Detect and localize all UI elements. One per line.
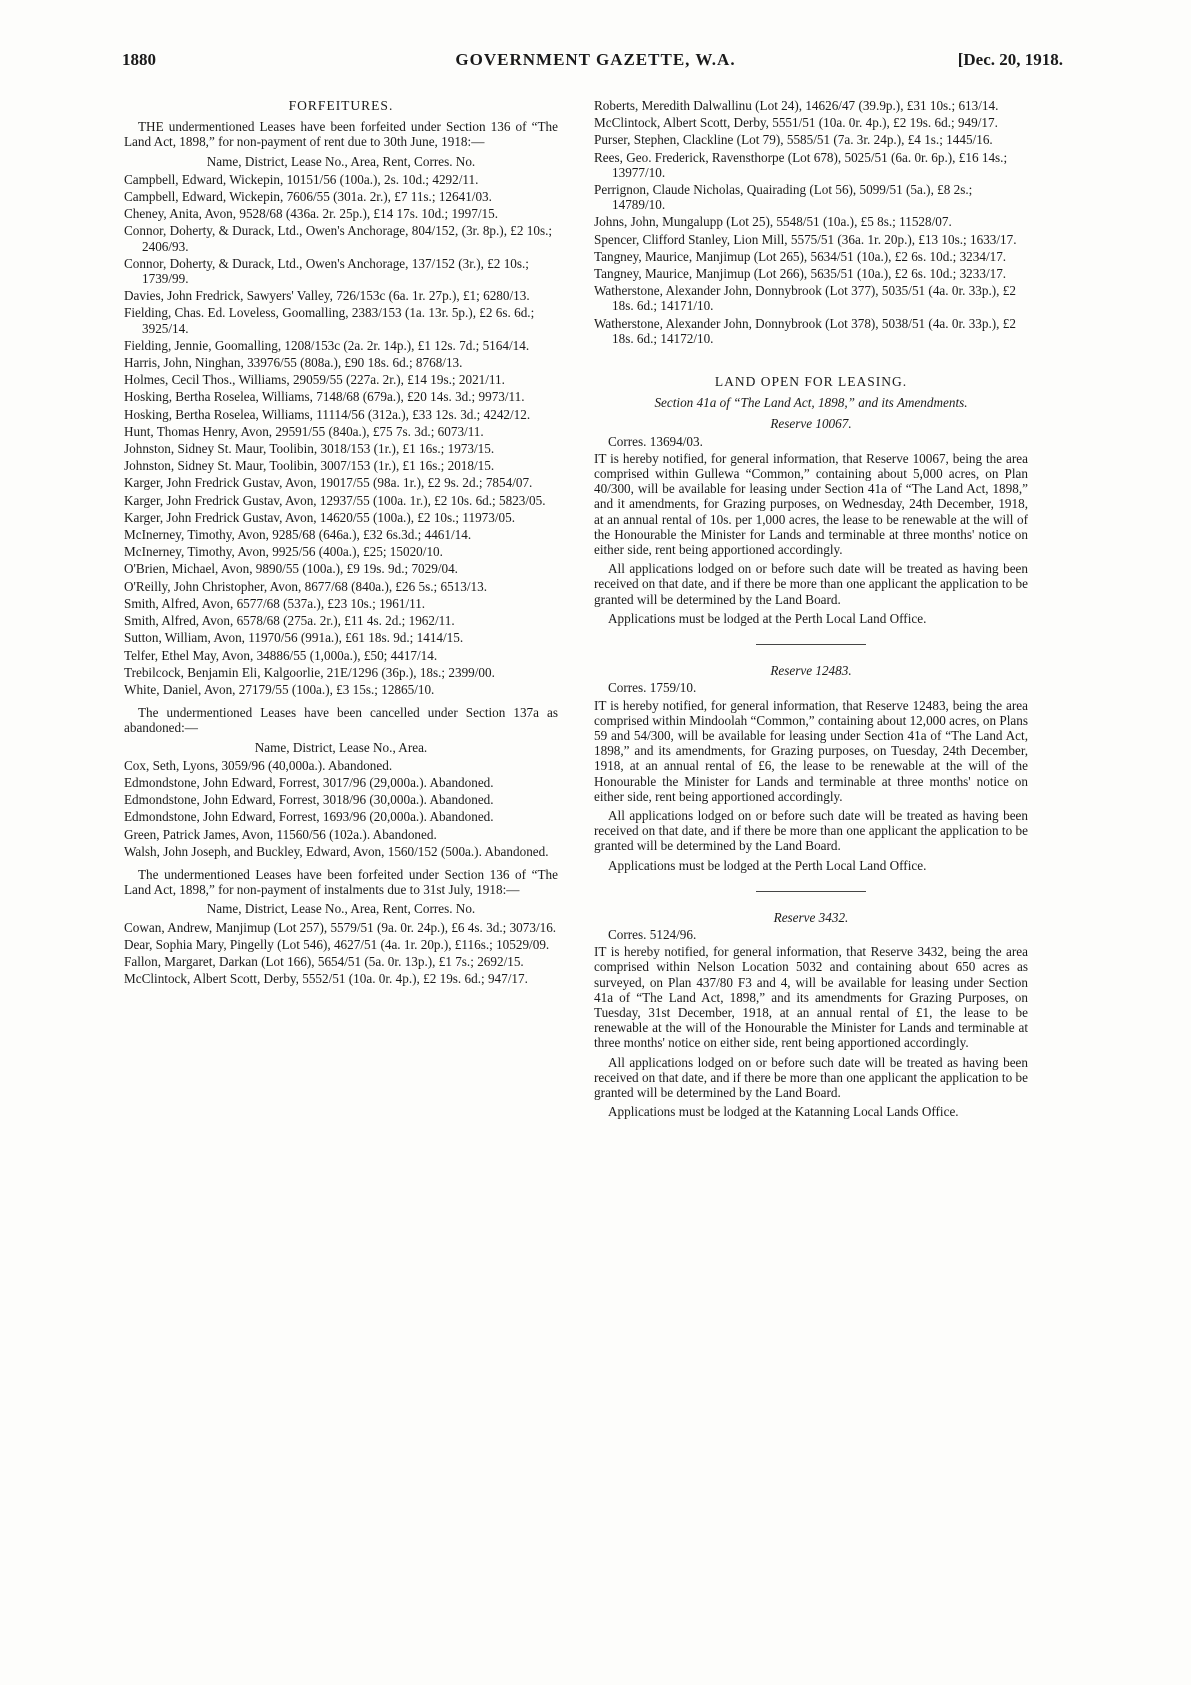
forfeitures-heading: FORFEITURES. bbox=[288, 98, 394, 113]
forfeitures-list bbox=[124, 172, 558, 697]
forfeiture-entry: Karger, John Fredrick Gustav, Avon, 12937/55 (100a. 1r.), £2 10s. 6d.; 5823/05. bbox=[124, 492, 546, 508]
instalment-entry: Johns, John, Mungalupp (Lot 25), 5548/51 (10a.), £5 8s.; 11528/07. bbox=[594, 214, 952, 230]
instalment-entry: Roberts, Meredith Dalwallinu (Lot 24), 14626/47 (39.9p.), £31 10s.; 613/14. bbox=[594, 98, 999, 113]
cancelled-entry: Green, Patrick James, Avon, 11560/56 (102a.). Abandoned. bbox=[124, 826, 437, 842]
forfeitures-intro: THE undermentioned Leases have been forfeited under Section 136 of “The Land Act, 1898,” for non-payment of rent due to 30th June, 1918:— bbox=[124, 119, 558, 150]
forfeiture-entry: McInerney, Timothy, Avon, 9925/56 (400a.), £25; 15020/10. bbox=[124, 544, 443, 560]
issue-date: [Dec. 20, 1918. bbox=[957, 50, 1063, 69]
forfeiture-entry: McInerney, Timothy, Avon, 9285/68 (646a.), £32 6s.3d.; 4461/14. bbox=[124, 527, 472, 543]
instalment-entry: Watherstone, Alexander John, Donnybrook (Lot 377), 5035/51 (4a. 0r. 33p.), £2 18s. 6d.; 14171/10. bbox=[594, 283, 1016, 314]
section-divider bbox=[756, 891, 866, 892]
section-divider bbox=[756, 644, 866, 645]
cancelled-entry: Edmondstone, John Edward, Forrest, 1693/96 (20,000a.). Abandoned. bbox=[124, 809, 494, 825]
forfeiture-entry: Hosking, Bertha Roselea, Williams, 11114/56 (312a.), £33 12s. 3d.; 4242/12. bbox=[124, 406, 531, 422]
forfeiture-entry: Harris, John, Ninghan, 33976/55 (808a.), £90 18s. 6d.; 8768/13. bbox=[124, 355, 463, 371]
forfeiture-entry: White, Daniel, Avon, 27179/55 (100a.), £3 15s.; 12865/10. bbox=[124, 681, 435, 697]
instalment-entry: Rees, Geo. Frederick, Ravensthorpe (Lot 678), 5025/51 (6a. 0r. 6p.), £16 14s.; 13977/10. bbox=[594, 149, 1008, 180]
reserve-corres: Corres. 13694/03. bbox=[608, 433, 703, 449]
reserve-body: IT is hereby notified, for general information, that Reserve 10067, being the area comprised within Gullewa “Common,” containing about 5,000 acres, on Plan 40/300, will be available for leasing under Section 41a of “The Land Act, 1898,” and it amendments, for Grazing purposes, on Wednesday, 24th December, 1918, at an annual rental of 10s. per 1,000 acres, the lease to be renewable at the will of the Honourable the Minister for Lands and terminable at three months' notice on either side, rent being apportioned accordingly. bbox=[594, 450, 1028, 558]
reserve-applications: All applications lodged on or before such date will be treated as having been received on that date, and if there be more than one applicant the application to be granted will be determined by the Land Board. bbox=[594, 1054, 1028, 1100]
page-number: 1880 bbox=[122, 50, 156, 69]
cancelled-entry: Cox, Seth, Lyons, 3059/96 (40,000a.). Abandoned. bbox=[124, 757, 393, 773]
page-header bbox=[0, 50, 1191, 80]
cancelled-intro: The undermentioned Leases have been cancelled under Section 137a as abandoned:— bbox=[124, 705, 558, 736]
instalment-entry: Purser, Stephen, Clackline (Lot 79), 5585/51 (7a. 3r. 24p.), £4 1s.; 1445/16. bbox=[594, 132, 993, 148]
forfeiture-entry: Trebilcock, Benjamin Eli, Kalgoorlie, 21E/1296 (36p.), 18s.; 2399/00. bbox=[124, 664, 495, 680]
forfeiture-entry: Davies, John Fredrick, Sawyers' Valley, 726/153c (6a. 1r. 27p.), £1; 6280/13. bbox=[124, 288, 530, 304]
forfeiture-entry: Hosking, Bertha Roselea, Williams, 7148/68 (679a.), £20 14s. 3d.; 9973/11. bbox=[124, 389, 525, 405]
forfeiture-entry: Campbell, Edward, Wickepin, 10151/56 (100a.), 2s. 10d.; 4292/11. bbox=[124, 171, 479, 187]
reserve-lodged: Applications must be lodged at the Perth Local Land Office. bbox=[608, 610, 927, 626]
reserve-lodged: Applications must be lodged at the Perth Local Land Office. bbox=[608, 857, 927, 873]
reserve-corres: Corres. 5124/96. bbox=[608, 926, 697, 942]
forfeiture-entry: O'Reilly, John Christopher, Avon, 8677/68 (840a.), £26 5s.; 6513/13. bbox=[124, 578, 488, 594]
instalment-entry: Tangney, Maurice, Manjimup (Lot 266), 5635/51 (10a.), £2 6s. 10d.; 3233/17. bbox=[594, 266, 1007, 282]
instalment-entry: Perrignon, Claude Nicholas, Quairading (Lot 56), 5099/51 (5a.), £8 2s.; 14789/10. bbox=[594, 182, 973, 213]
forfeiture-entry: O'Brien, Michael, Avon, 9890/55 (100a.), £9 19s. 9d.; 7029/04. bbox=[124, 561, 458, 577]
reserve-notice bbox=[594, 910, 1028, 1120]
cancelled-list bbox=[124, 758, 558, 859]
instalments-intro: The undermentioned Leases have been forfeited under Section 136 of “The Land Act, 1898,” for non-payment of instalments due to 31st July, 1918:— bbox=[124, 866, 558, 898]
reserve-applications: All applications lodged on or before such date will be treated as having been received on that date, and if there be more than one applicant the application to be granted will be determined by the Land Board. bbox=[594, 561, 1028, 607]
reserve-body: IT is hereby notified, for general information, that Reserve 12483, being the area comprised within Mindoolah “Common,” containing about 12,000 acres, on Plans 59 and 54/300, will be available for leasing under Section 41a of “The Land Act, 1898,” and its amendments, for Grazing purposes, on Tuesday, 24th December, 1918, at an annual rental of £6, the lease to be renewable at the will of the Honourable the Minister for Lands and terminable at three months' notice on either side, rent being apportioned accordingly. bbox=[594, 697, 1028, 804]
instalment-entry: Cowan, Andrew, Manjimup (Lot 257), 5579/51 (9a. 0r. 24p.), £6 4s. 3d.; 3073/16. bbox=[124, 919, 557, 935]
reserve-notice bbox=[594, 416, 1028, 626]
reserve-body: IT is hereby notified, for general information, that Reserve 3432, being the area comprised within Nelson Location 5032 and containing about 650 acres as surveyed, on Plan 437/80 F3 and 4, will be available for leasing under Section 41a of “The Land Act, 1898,” and its amendments for Grazing Purposes, on Tuesday, 31st December, 1918, at an annual rental of £1, the lease to be renewable at the will of the Honourable the Minister for Lands and terminable at three months' notice on either side, rent being apportioned accordingly. bbox=[594, 944, 1028, 1051]
instalment-entry: Fallon, Margaret, Darkan (Lot 166), 5654/51 (5a. 0r. 13p.), £1 7s.; 2692/15. bbox=[124, 953, 524, 969]
forfeiture-entry: Telfer, Ethel May, Avon, 34886/55 (1,000a.), £50; 4417/14. bbox=[124, 647, 438, 663]
forfeiture-entry: Johnston, Sidney St. Maur, Toolibin, 3018/153 (1r.), £1 16s.; 1973/15. bbox=[124, 441, 495, 457]
forfeiture-entry: Cheney, Anita, Avon, 9528/68 (436a. 2r. 25p.), £14 17s. 10d.; 1997/15. bbox=[124, 206, 498, 222]
left-column bbox=[124, 98, 558, 988]
forfeiture-entry: Fielding, Jennie, Goomalling, 1208/153c (2a. 2r. 14p.), £1 12s. 7d.; 5164/14. bbox=[124, 337, 530, 353]
forfeiture-entry: Fielding, Chas. Ed. Loveless, Goomalling, 2383/153 (1a. 13r. 5p.), £2 6s. 6d.; 3925/14. bbox=[124, 305, 535, 336]
forfeiture-entry: Johnston, Sidney St. Maur, Toolibin, 3007/153 (1r.), £1 16s.; 2018/15. bbox=[124, 458, 495, 474]
forfeiture-entry: Smith, Alfred, Avon, 6577/68 (537a.), £23 10s.; 1961/11. bbox=[124, 595, 426, 611]
forfeiture-entry: Hunt, Thomas Henry, Avon, 29591/55 (840a.), £75 7s. 3d.; 6073/11. bbox=[124, 423, 484, 439]
gazette-title: GOVERNMENT GAZETTE, W.A. bbox=[455, 50, 736, 69]
instalment-entry: McClintock, Albert Scott, Derby, 5552/51 (10a. 0r. 4p.), £2 19s. 6d.; 947/17. bbox=[124, 971, 528, 987]
reserve-title: Reserve 3432. bbox=[773, 909, 849, 925]
forfeiture-entry: Campbell, Edward, Wickepin, 7606/55 (301a. 2r.), £7 11s.; 12641/03. bbox=[124, 189, 492, 205]
reserve-lodged: Applications must be lodged at the Katanning Local Lands Office. bbox=[608, 1104, 959, 1120]
instalment-entry: Watherstone, Alexander John, Donnybrook (Lot 378), 5038/51 (4a. 0r. 33p.), £2 18s. 6d.; 14172/10. bbox=[594, 315, 1016, 346]
forfeitures-caption: Name, District, Lease No., Area, Rent, Corres. No. bbox=[206, 153, 476, 169]
instalment-entry: Dear, Sophia Mary, Pingelly (Lot 546), 4627/51 (4a. 1r. 20p.), £116s.; 10529/09. bbox=[124, 936, 550, 952]
land-open-heading: LAND OPEN FOR LEASING. bbox=[714, 374, 908, 390]
instalment-entry: McClintock, Albert Scott, Derby, 5551/51 (10a. 0r. 4p.), £2 19s. 6d.; 949/17. bbox=[594, 115, 998, 131]
forfeiture-entry: Connor, Doherty, & Durack, Ltd., Owen's Anchorage, 804/152, (3r. 8p.), £2 10s.; 2406/93. bbox=[124, 223, 553, 254]
instalments-continued-list bbox=[594, 98, 1028, 346]
reserve-corres: Corres. 1759/10. bbox=[608, 680, 697, 696]
land-open-subheading: Section 41a of “The Land Act, 1898,” and its Amendments. bbox=[654, 395, 968, 411]
right-column bbox=[594, 98, 1028, 1123]
cancelled-entry: Edmondstone, John Edward, Forrest, 3017/96 (29,000a.). Abandoned. bbox=[124, 774, 494, 790]
forfeiture-entry: Sutton, William, Avon, 11970/56 (991a.), £61 18s. 9d.; 1414/15. bbox=[124, 630, 464, 646]
forfeiture-entry: Holmes, Cecil Thos., Williams, 29059/55 (227a. 2r.), £14 19s.; 2021/11. bbox=[124, 372, 505, 388]
reserve-title: Reserve 10067. bbox=[770, 416, 852, 432]
reserve-applications: All applications lodged on or before such date will be treated as having been received on that date, and if there be more than one applicant the application to be granted will be determined by the Land Board. bbox=[594, 807, 1028, 854]
cancelled-entry: Walsh, John Joseph, and Buckley, Edward, Avon, 1560/152 (500a.). Abandoned. bbox=[124, 843, 549, 859]
cancelled-entry: Edmondstone, John Edward, Forrest, 3018/96 (30,000a.). Abandoned. bbox=[124, 792, 494, 808]
reserve-notice bbox=[594, 663, 1028, 873]
reserve-title: Reserve 12483. bbox=[770, 663, 852, 679]
instalment-entry: Tangney, Maurice, Manjimup (Lot 265), 5634/51 (10a.), £2 6s. 10d.; 3234/17. bbox=[594, 248, 1007, 264]
instalment-entry: Spencer, Clifford Stanley, Lion Mill, 5575/51 (36a. 1r. 20p.), £13 10s.; 1633/17. bbox=[594, 231, 1017, 247]
instalments-list bbox=[124, 920, 558, 987]
forfeiture-entry: Smith, Alfred, Avon, 6578/68 (275a. 2r.), £11 4s. 2d.; 1962/11. bbox=[124, 613, 455, 629]
forfeiture-entry: Karger, John Fredrick Gustav, Avon, 14620/55 (100a.), £2 10s.; 11973/05. bbox=[124, 509, 516, 525]
cancelled-caption: Name, District, Lease No., Area. bbox=[254, 739, 428, 755]
forfeiture-entry: Connor, Doherty, & Durack, Ltd., Owen's Anchorage, 137/152 (3r.), £2 10s.; 1739/99. bbox=[124, 255, 529, 287]
forfeiture-entry: Karger, John Fredrick Gustav, Avon, 19017/55 (98a. 1r.), £2 9s. 2d.; 7854/07. bbox=[124, 475, 533, 491]
instalments-caption: Name, District, Lease No., Area, Rent, Corres. No. bbox=[206, 901, 476, 917]
